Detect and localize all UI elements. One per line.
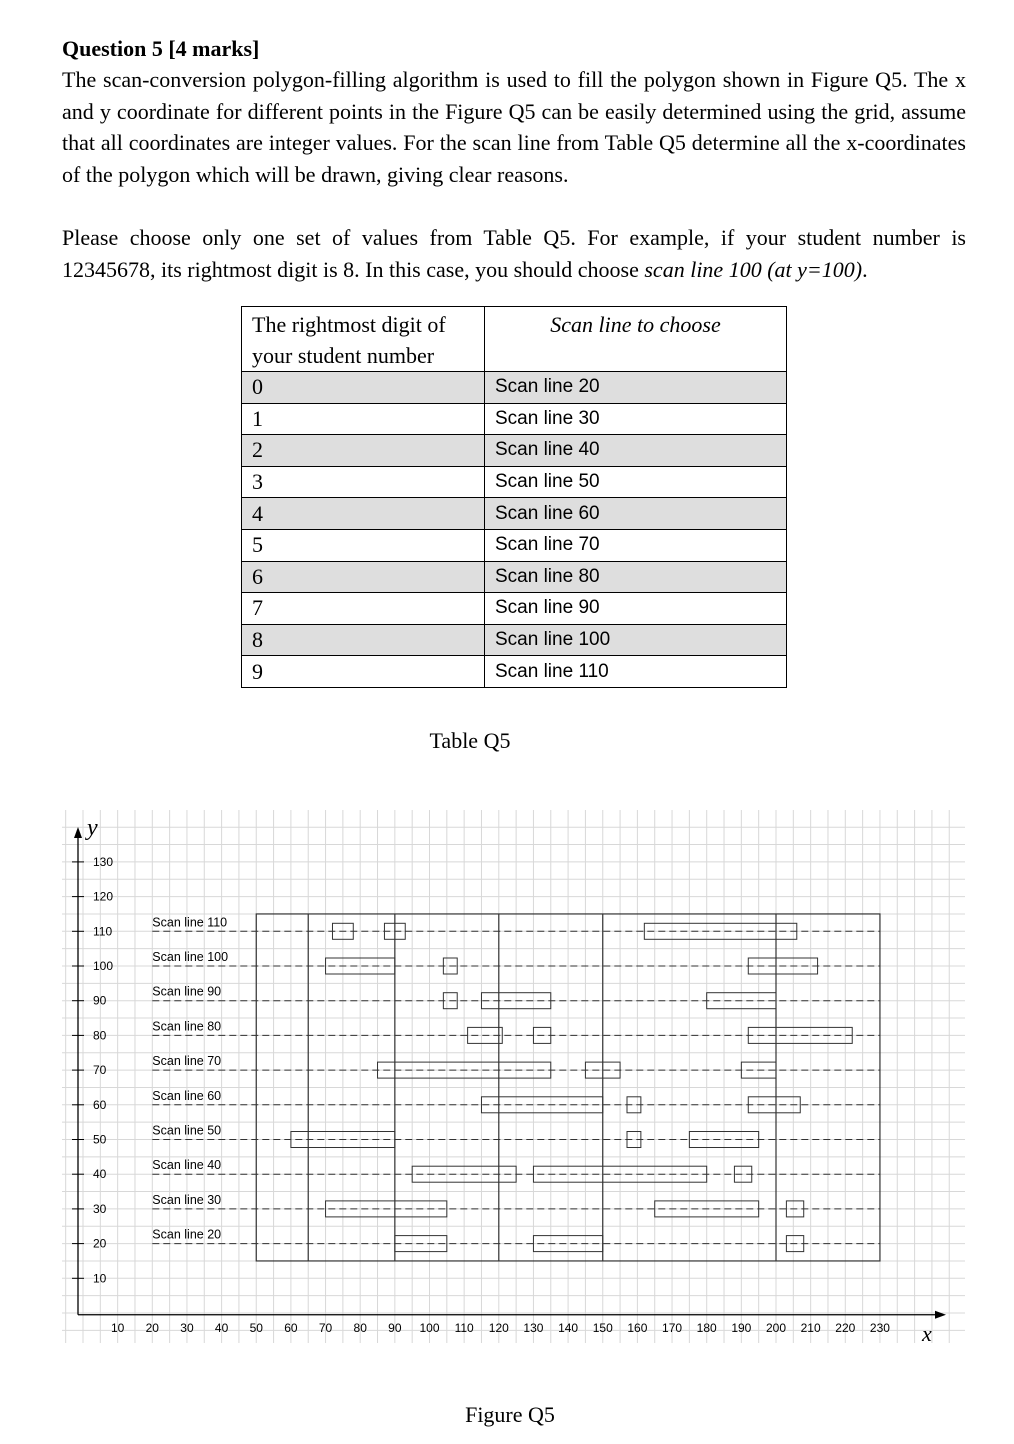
x-tick-label: 220 — [835, 1321, 856, 1335]
x-tick-label: 10 — [110, 1321, 125, 1335]
y-tick-label: 110 — [93, 924, 113, 939]
question-paragraph: The scan-conversion polygon-filling algorithm is used to fill the polygon shown in Figure Q5. The x and y coordinate for different points in the Figure Q5 can be easily determined using the grid, assume that all coordinates are integer values. For the scan line from Table Q5 determine all the x-coordinates of the polygon which will be drawn, giving clear reasons. — [62, 67, 966, 187]
scan-line-cell: Scan line 20 — [485, 372, 787, 404]
x-axis-label: x — [922, 1321, 932, 1346]
scan-line-label: Scan line 90 — [152, 984, 222, 999]
scan-line-label: Scan line 30 — [152, 1192, 222, 1207]
scan-line-cell: Scan line 90 — [485, 593, 787, 625]
instruction-emphasis: scan line 100 (at y=100) — [644, 256, 863, 282]
x-tick-label: 180 — [696, 1321, 717, 1335]
digit-cell: 8 — [242, 624, 485, 656]
x-tick-label: 70 — [318, 1321, 333, 1335]
x-tick-label: 60 — [284, 1321, 298, 1335]
figure-caption: Figure Q5 — [465, 1402, 555, 1427]
digit-cell: 3 — [242, 466, 485, 498]
header-scan-line: Scan line to choose — [485, 307, 787, 372]
x-tick-label: 90 — [388, 1321, 402, 1335]
scan-line-cell: Scan line 110 — [485, 656, 787, 688]
y-tick-label: 80 — [93, 1028, 107, 1043]
scan-line-cell: Scan line 100 — [485, 624, 787, 656]
digit-cell: 2 — [242, 435, 485, 467]
x-tick-label: 130 — [523, 1321, 544, 1335]
x-tick-label: 160 — [627, 1321, 648, 1335]
question-title: Question 5 [4 marks] — [62, 36, 260, 61]
x-tick-label: 210 — [800, 1321, 821, 1335]
scan-line-cell: Scan line 50 — [485, 466, 787, 498]
scan-line-label: Scan line 20 — [152, 1227, 222, 1242]
grid — [62, 810, 965, 1343]
scan-line-label: Scan line 60 — [152, 1088, 222, 1103]
digit-cell: 9 — [242, 656, 485, 688]
y-tick-label: 10 — [93, 1271, 107, 1286]
x-tick-label: 30 — [180, 1321, 194, 1335]
x-tick-label: 50 — [249, 1321, 263, 1335]
y-tick-label: 130 — [93, 854, 114, 869]
x-tick-label: 20 — [145, 1321, 159, 1335]
y-tick-label: 30 — [93, 1201, 107, 1216]
x-tick-label: 120 — [488, 1321, 509, 1335]
scan-line-cell: Scan line 80 — [485, 561, 787, 593]
table-caption: Table Q5 — [429, 728, 511, 753]
y-tick-label: 20 — [93, 1236, 107, 1251]
digit-cell: 5 — [242, 529, 485, 561]
digit-cell: 7 — [242, 593, 485, 625]
instruction-end: . — [862, 256, 868, 282]
y-tick-label: 60 — [93, 1097, 107, 1112]
instruction-text: Please choose only one set of values from Table Q5. For example, if your student number is 12345678, its rightmost digit is 8. In this case, you should choose — [62, 225, 966, 282]
x-tick-label: 140 — [558, 1321, 579, 1335]
digit-cell: 1 — [242, 403, 485, 435]
scan-line-label: Scan line 110 — [152, 915, 228, 930]
scan-line-label: Scan line 40 — [152, 1158, 222, 1173]
scan-line-label: Scan line 50 — [152, 1123, 222, 1138]
x-tick-label: 40 — [214, 1321, 229, 1335]
header-digit: The rightmost digit of your student number — [242, 307, 485, 372]
scan-line-label: Scan line 80 — [152, 1019, 222, 1034]
x-tick-label: 200 — [765, 1321, 787, 1335]
x-tick-label: 230 — [869, 1321, 890, 1335]
digit-cell: 4 — [242, 498, 485, 530]
scan-line-cell: Scan line 40 — [485, 435, 787, 467]
y-tick-label: 40 — [93, 1167, 107, 1182]
scan-line-cell: Scan line 70 — [485, 529, 787, 561]
y-tick-label: 100 — [93, 959, 114, 973]
x-tick-label: 100 — [419, 1321, 440, 1335]
scan-line-label: Scan line 100 — [152, 950, 229, 964]
y-axis-label: y — [87, 815, 98, 841]
digit-cell: 6 — [242, 561, 485, 593]
x-tick-label: 150 — [592, 1321, 613, 1335]
x-tick-label: 170 — [662, 1321, 683, 1335]
x-tick-label: 110 — [454, 1321, 474, 1335]
scan-line-cell: Scan line 60 — [485, 498, 787, 530]
y-axis-arrow — [74, 827, 82, 838]
y-tick-label: 70 — [93, 1063, 107, 1078]
x-tick-label: 80 — [353, 1321, 367, 1335]
x-axis-arrow — [935, 1311, 946, 1319]
x-tick-label: 190 — [731, 1321, 752, 1335]
y-tick-label: 50 — [93, 1132, 107, 1147]
scan-line-label: Scan line 70 — [152, 1054, 222, 1069]
y-tick-label: 90 — [93, 993, 107, 1008]
scan-line-cell: Scan line 30 — [485, 403, 787, 435]
y-tick-label: 120 — [93, 889, 114, 904]
digit-cell: 0 — [242, 372, 485, 404]
